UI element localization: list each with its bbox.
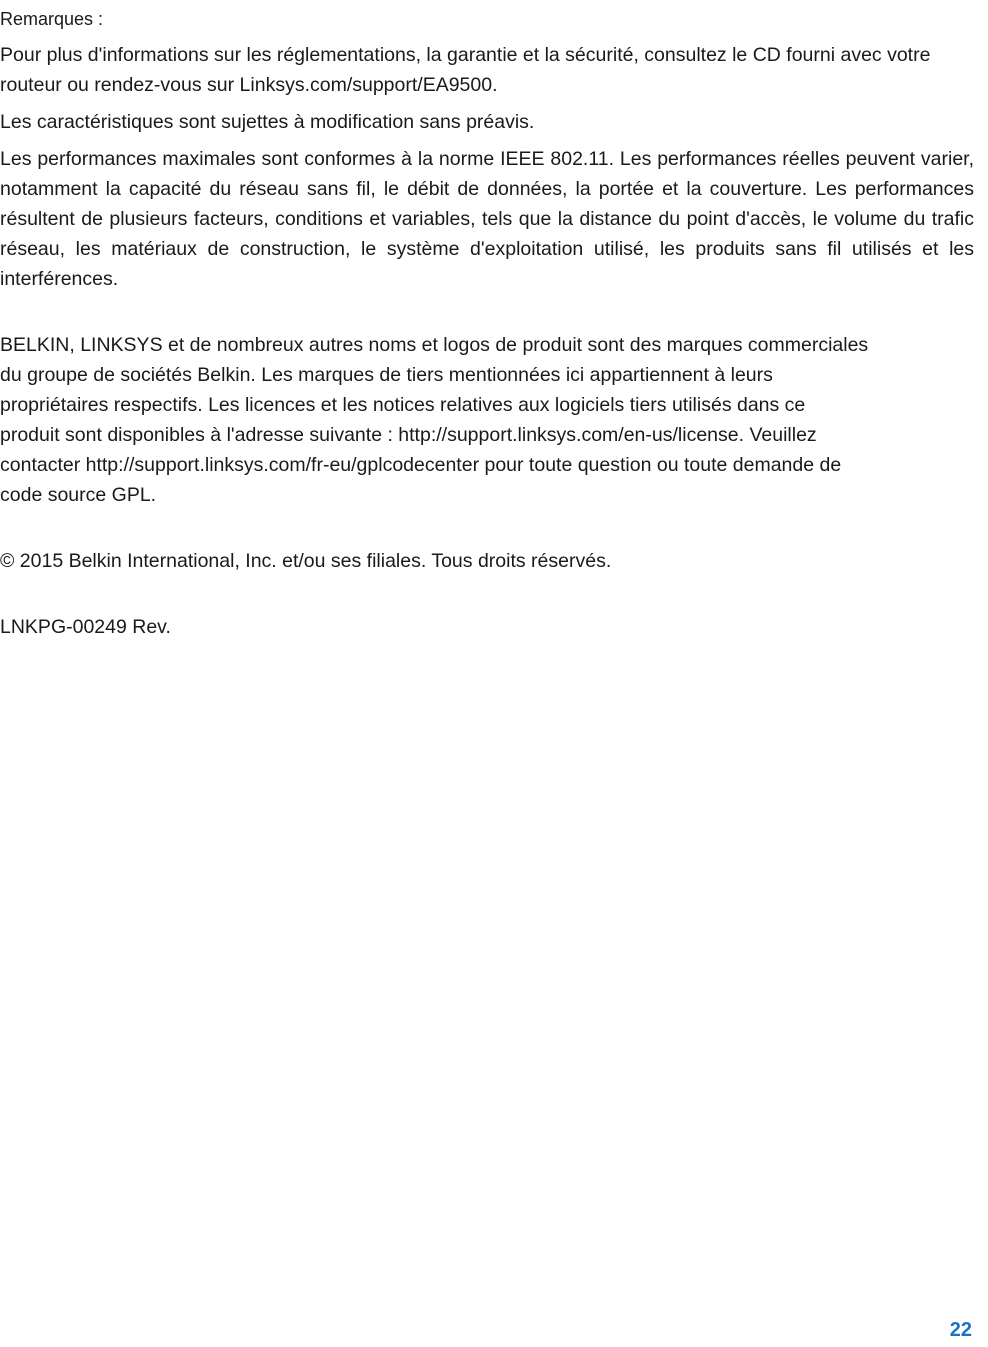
page-number: 22 bbox=[949, 1319, 972, 1341]
trademark-line: BELKIN, LINKSYS et de nombreux autres noms et logos de produit sont des marques commerciales bbox=[0, 334, 869, 356]
copyright-notice: © 2015 Belkin International, Inc. et/ou ses filiales. Tous droits réservés. bbox=[0, 550, 612, 572]
trademark-notice bbox=[0, 330, 974, 510]
trademark-line: du groupe de sociétés Belkin. Les marques de tiers mentionnées ici appartiennent à leurs bbox=[0, 364, 773, 386]
trademark-line: propriétaires respectifs. Les licences et les notices relatives aux logiciels tiers utilisés dans ce bbox=[0, 394, 806, 416]
specifications-notice: Les caractéristiques sont sujettes à modification sans préavis. bbox=[0, 111, 535, 133]
notes-heading: Remarques : bbox=[0, 9, 104, 29]
trademark-line: produit sont disponibles à l'adresse suivante : http://support.linksys.com/en-us/license. Veuillez bbox=[0, 424, 817, 446]
trademark-line: contacter http://support.linksys.com/fr-eu/gplcodecenter pour toute question ou toute demande de bbox=[0, 454, 842, 476]
regulatory-info-paragraph: Pour plus d'informations sur les réglementations, la garantie et la sécurité, consultez le CD fourni avec votre routeur ou rendez-vous sur Linksys.com/support/EA9500. bbox=[0, 44, 931, 96]
performance-disclaimer: Les performances maximales sont conformes à la norme IEEE 802.11. Les performances réelles peuvent varier, notamment la capacité du réseau sans fil, le débit de données, la portée et la couverture. Les performances résultent de plusieurs facteurs, conditions et variables, tels que la distance du point d'accès, le volume du trafic réseau, les matériaux de construction, le système d'exploitation utilisé, les produits sans fil utilisés et les interférences. bbox=[0, 148, 974, 290]
trademark-line: code source GPL. bbox=[0, 484, 157, 506]
document-code: LNKPG-00249 Rev. bbox=[0, 616, 171, 638]
page-content bbox=[0, 6, 974, 642]
